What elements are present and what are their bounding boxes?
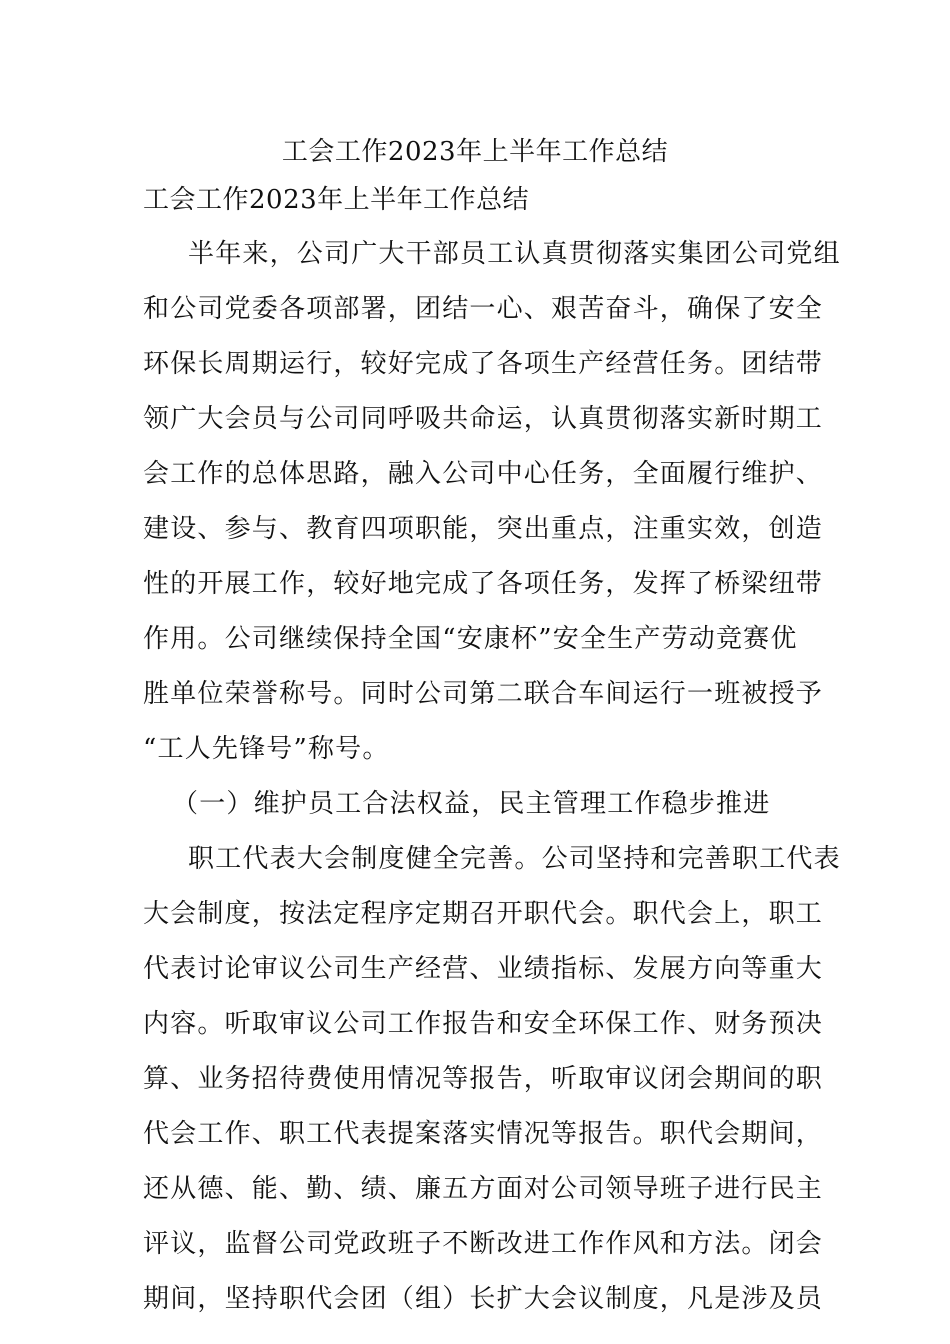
paragraph-2-line: 评议，监督公司党政班子不断改进工作作风和方法。闭会 <box>143 1229 824 1259</box>
paragraph-1-line: 和公司党委各项部署，团结一心、艰苦奋斗，确保了安全 <box>143 294 824 324</box>
paragraph-1-line: 半年来，公司广大干部员工认真贯彻落实集团公司党组 <box>188 239 841 269</box>
paragraph-1-line: 建设、参与、教育四项职能，突出重点，注重实效，创造 <box>143 514 824 544</box>
document-subtitle: 工会工作2023年上半年工作总结 <box>143 185 530 215</box>
paragraph-1-line: 领广大会员与公司同呼吸共命运，认真贯彻落实新时期工 <box>143 404 824 434</box>
paragraph-2-line: 代会工作、职工代表提案落实情况等报告。职代会期间， <box>143 1119 824 1149</box>
paragraph-1-line: 会工作的总体思路，融入公司中心任务，全面履行维护、 <box>143 459 824 489</box>
paragraph-1-line: 性的开展工作，较好地完成了各项任务，发挥了桥梁纽带 <box>143 569 824 599</box>
paragraph-2-line: 代表讨论审议公司生产经营、业绩指标、发展方向等重大 <box>143 954 824 984</box>
document-title: 工会工作2023年上半年工作总结 <box>281 137 669 167</box>
section-heading: （一）维护员工合法权益，民主管理工作稳步推进 <box>172 789 771 819</box>
paragraph-2-line: 算、业务招待费使用情况等报告，听取审议闭会期间的职 <box>143 1064 824 1094</box>
paragraph-1-line: 环保长周期运行，较好完成了各项生产经营任务。团结带 <box>143 349 824 379</box>
paragraph-1-line: “工人先锋号”称号。 <box>143 734 390 764</box>
paragraph-2-line: 还从德、能、勤、绩、廉五方面对公司领导班子进行民主 <box>143 1174 824 1204</box>
paragraph-1-line: 胜单位荣誉称号。同时公司第二联合车间运行一班被授予 <box>143 679 824 709</box>
paragraph-2-line: 内容。听取审议公司工作报告和安全环保工作、财务预决 <box>143 1009 824 1039</box>
paragraph-1-line: 作用。公司继续保持全国“安康杯”安全生产劳动竞赛优 <box>143 624 798 654</box>
paragraph-2-line: 大会制度，按法定程序定期召开职代会。职代会上，职工 <box>143 899 824 929</box>
paragraph-2-line: 职工代表大会制度健全完善。公司坚持和完善职工代表 <box>188 844 841 874</box>
paragraph-2-line: 期间，坚持职代会团（组）长扩大会议制度，凡是涉及员 <box>143 1284 824 1314</box>
